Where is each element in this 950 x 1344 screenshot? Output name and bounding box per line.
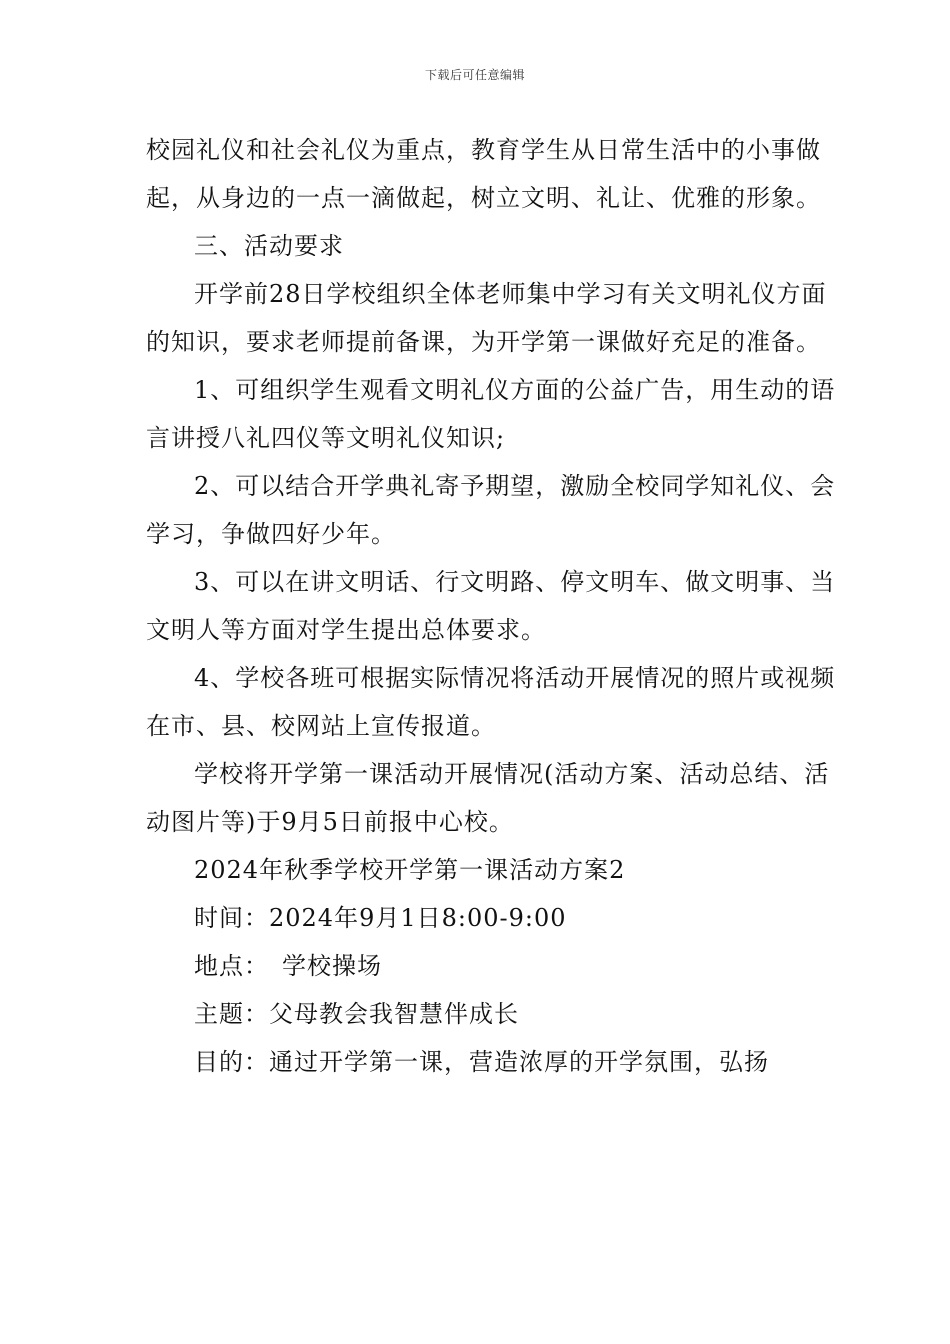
page-header-note: 下载后可任意编辑 <box>424 68 525 82</box>
paragraph-report-deadline: 学校将开学第一课活动开展情况(活动方案、活动总结、活动图片等)于9月5日前报中心校。 <box>146 760 830 836</box>
heading-activity-requirements: 三、活动要求 <box>194 232 344 260</box>
list-item-1: 1、可组织学生观看文明礼仪方面的公益广告，用生动的语言讲授八礼四仪等文明礼仪知识; <box>146 376 836 452</box>
document-body <box>146 126 836 1086</box>
field-purpose: 目的：通过开学第一课，营造浓厚的开学氛围，弘扬 <box>194 1048 769 1076</box>
paragraph-etiquette-focus: 校园礼仪和社会礼仪为重点，教育学生从日常生活中的小事做起，从身边的一点一滴做起，树立文明、礼让、优雅的形象。 <box>146 136 821 212</box>
field-theme: 主题：父母教会我智慧伴成长 <box>194 1000 519 1028</box>
list-item-2: 2、可以结合开学典礼寄予期望，激励全校同学知礼仪、会学习，争做四好少年。 <box>146 472 836 548</box>
field-time: 时间：2024年9月1日8:00-9:00 <box>194 904 567 932</box>
list-item-3: 3、可以在讲文明话、行文明路、停文明车、做文明事、当文明人等方面对学生提出总体要求。 <box>146 568 836 644</box>
paragraph-teacher-preparation: 开学前28日学校组织全体老师集中学习有关文明礼仪方面的知识，要求老师提前备课，为开学第一课做好充足的准备。 <box>146 280 827 356</box>
list-item-4: 4、学校各班可根据实际情况将活动开展情况的照片或视频在市、县、校网站上宣传报道。 <box>146 664 836 740</box>
field-location: 地点： 学校操场 <box>194 952 382 980</box>
section-title-plan-2: 2024年秋季学校开学第一课活动方案2 <box>194 856 626 884</box>
